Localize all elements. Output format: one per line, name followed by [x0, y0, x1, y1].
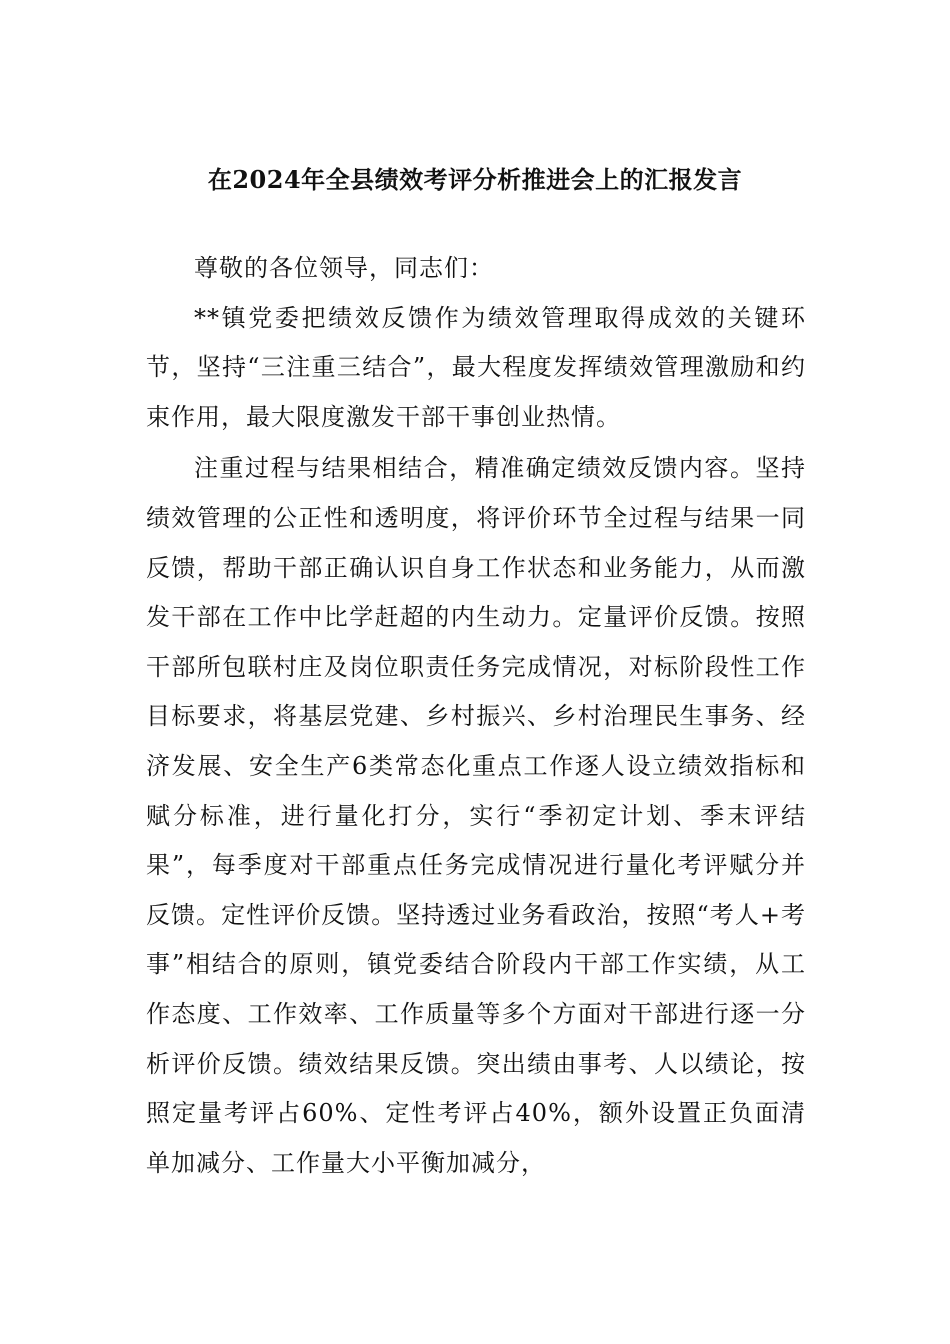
document-body: [146, 244, 806, 1188]
paragraph-2: 注重过程与结果相结合，精准确定绩效反馈内容。坚持绩效管理的公正性和透明度，将评价环节全过程与结果一同反馈，帮助干部正确认识自身工作状态和业务能力，从而激发干部在工作中比学赶超的内生动力。定量评价反馈。按照干部所包联村庄及岗位职责任务完成情况，对标阶段性工作目标要求，将基层党建、乡村振兴、乡村治理民生事务、经济发展、安全生产6类常态化重点工作逐人设立绩效指标和赋分标准，进行量化打分，实行“季初定计划、季末评结果”，每季度对干部重点任务完成情况进行量化考评赋分并反馈。定性评价反馈。坚持透过业务看政治，按照“考人+考事”相结合的原则，镇党委结合阶段内干部工作实绩，从工作态度、工作效率、工作质量等多个方面对干部进行逐一分析评价反馈。绩效结果反馈。突出绩由事考、人以绩论，按照定量考评占60%、定性考评占40%，额外设置正负面清单加减分、工作量大小平衡加减分，: [146, 454, 806, 1177]
salutation: 尊敬的各位领导，同志们：: [194, 254, 494, 282]
paragraph-1: **镇党委把绩效反馈作为绩效管理取得成效的关键环节，坚持“三注重三结合”，最大程度发挥绩效管理激励和约束作用，最大限度激发干部干事创业热情。: [146, 303, 806, 431]
document-title: 在2024年全县绩效考评分析推进会上的汇报发言: [207, 165, 743, 194]
